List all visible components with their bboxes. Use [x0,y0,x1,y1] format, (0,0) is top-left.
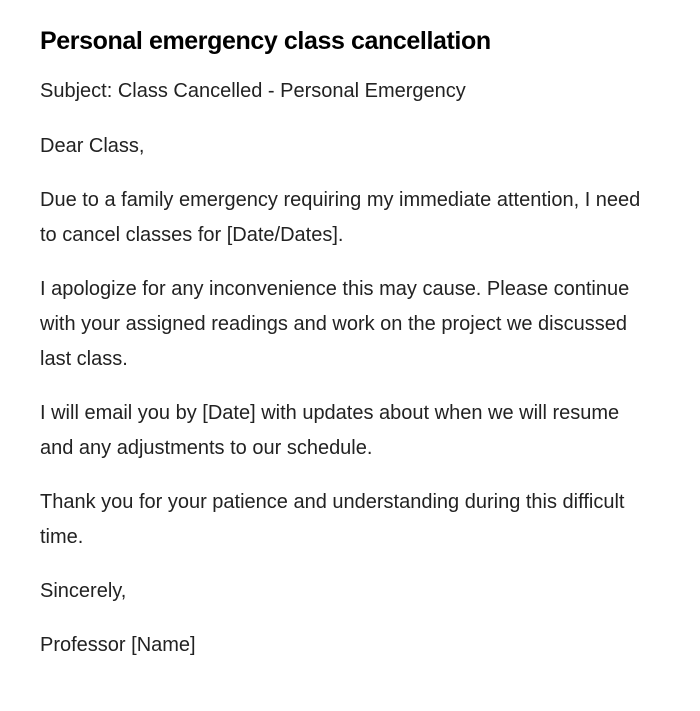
body-paragraph-emergency: Due to a family emergency requiring my immediate attention, I need to cancel classes for [Date/Dates]. [40,189,641,246]
body-paragraph-apology: I apologize for any inconvenience this may cause. Please continue with your assigned readings and work on the project we discussed last class. [40,278,630,370]
letter-document [40,24,650,682]
closing: Sincerely, [40,580,127,602]
greeting: Dear Class, [40,135,145,157]
body-paragraph-updates: I will email you by [Date] with updates about when we will resume and any adjustments to our schedule. [40,402,620,459]
document-title: Personal emergency class cancellation [40,27,491,55]
signature: Professor [Name] [40,634,196,656]
email-subject: Subject: Class Cancelled - Personal Emergency [40,80,466,102]
body-paragraph-thanks: Thank you for your patience and understanding during this difficult time. [40,491,625,548]
